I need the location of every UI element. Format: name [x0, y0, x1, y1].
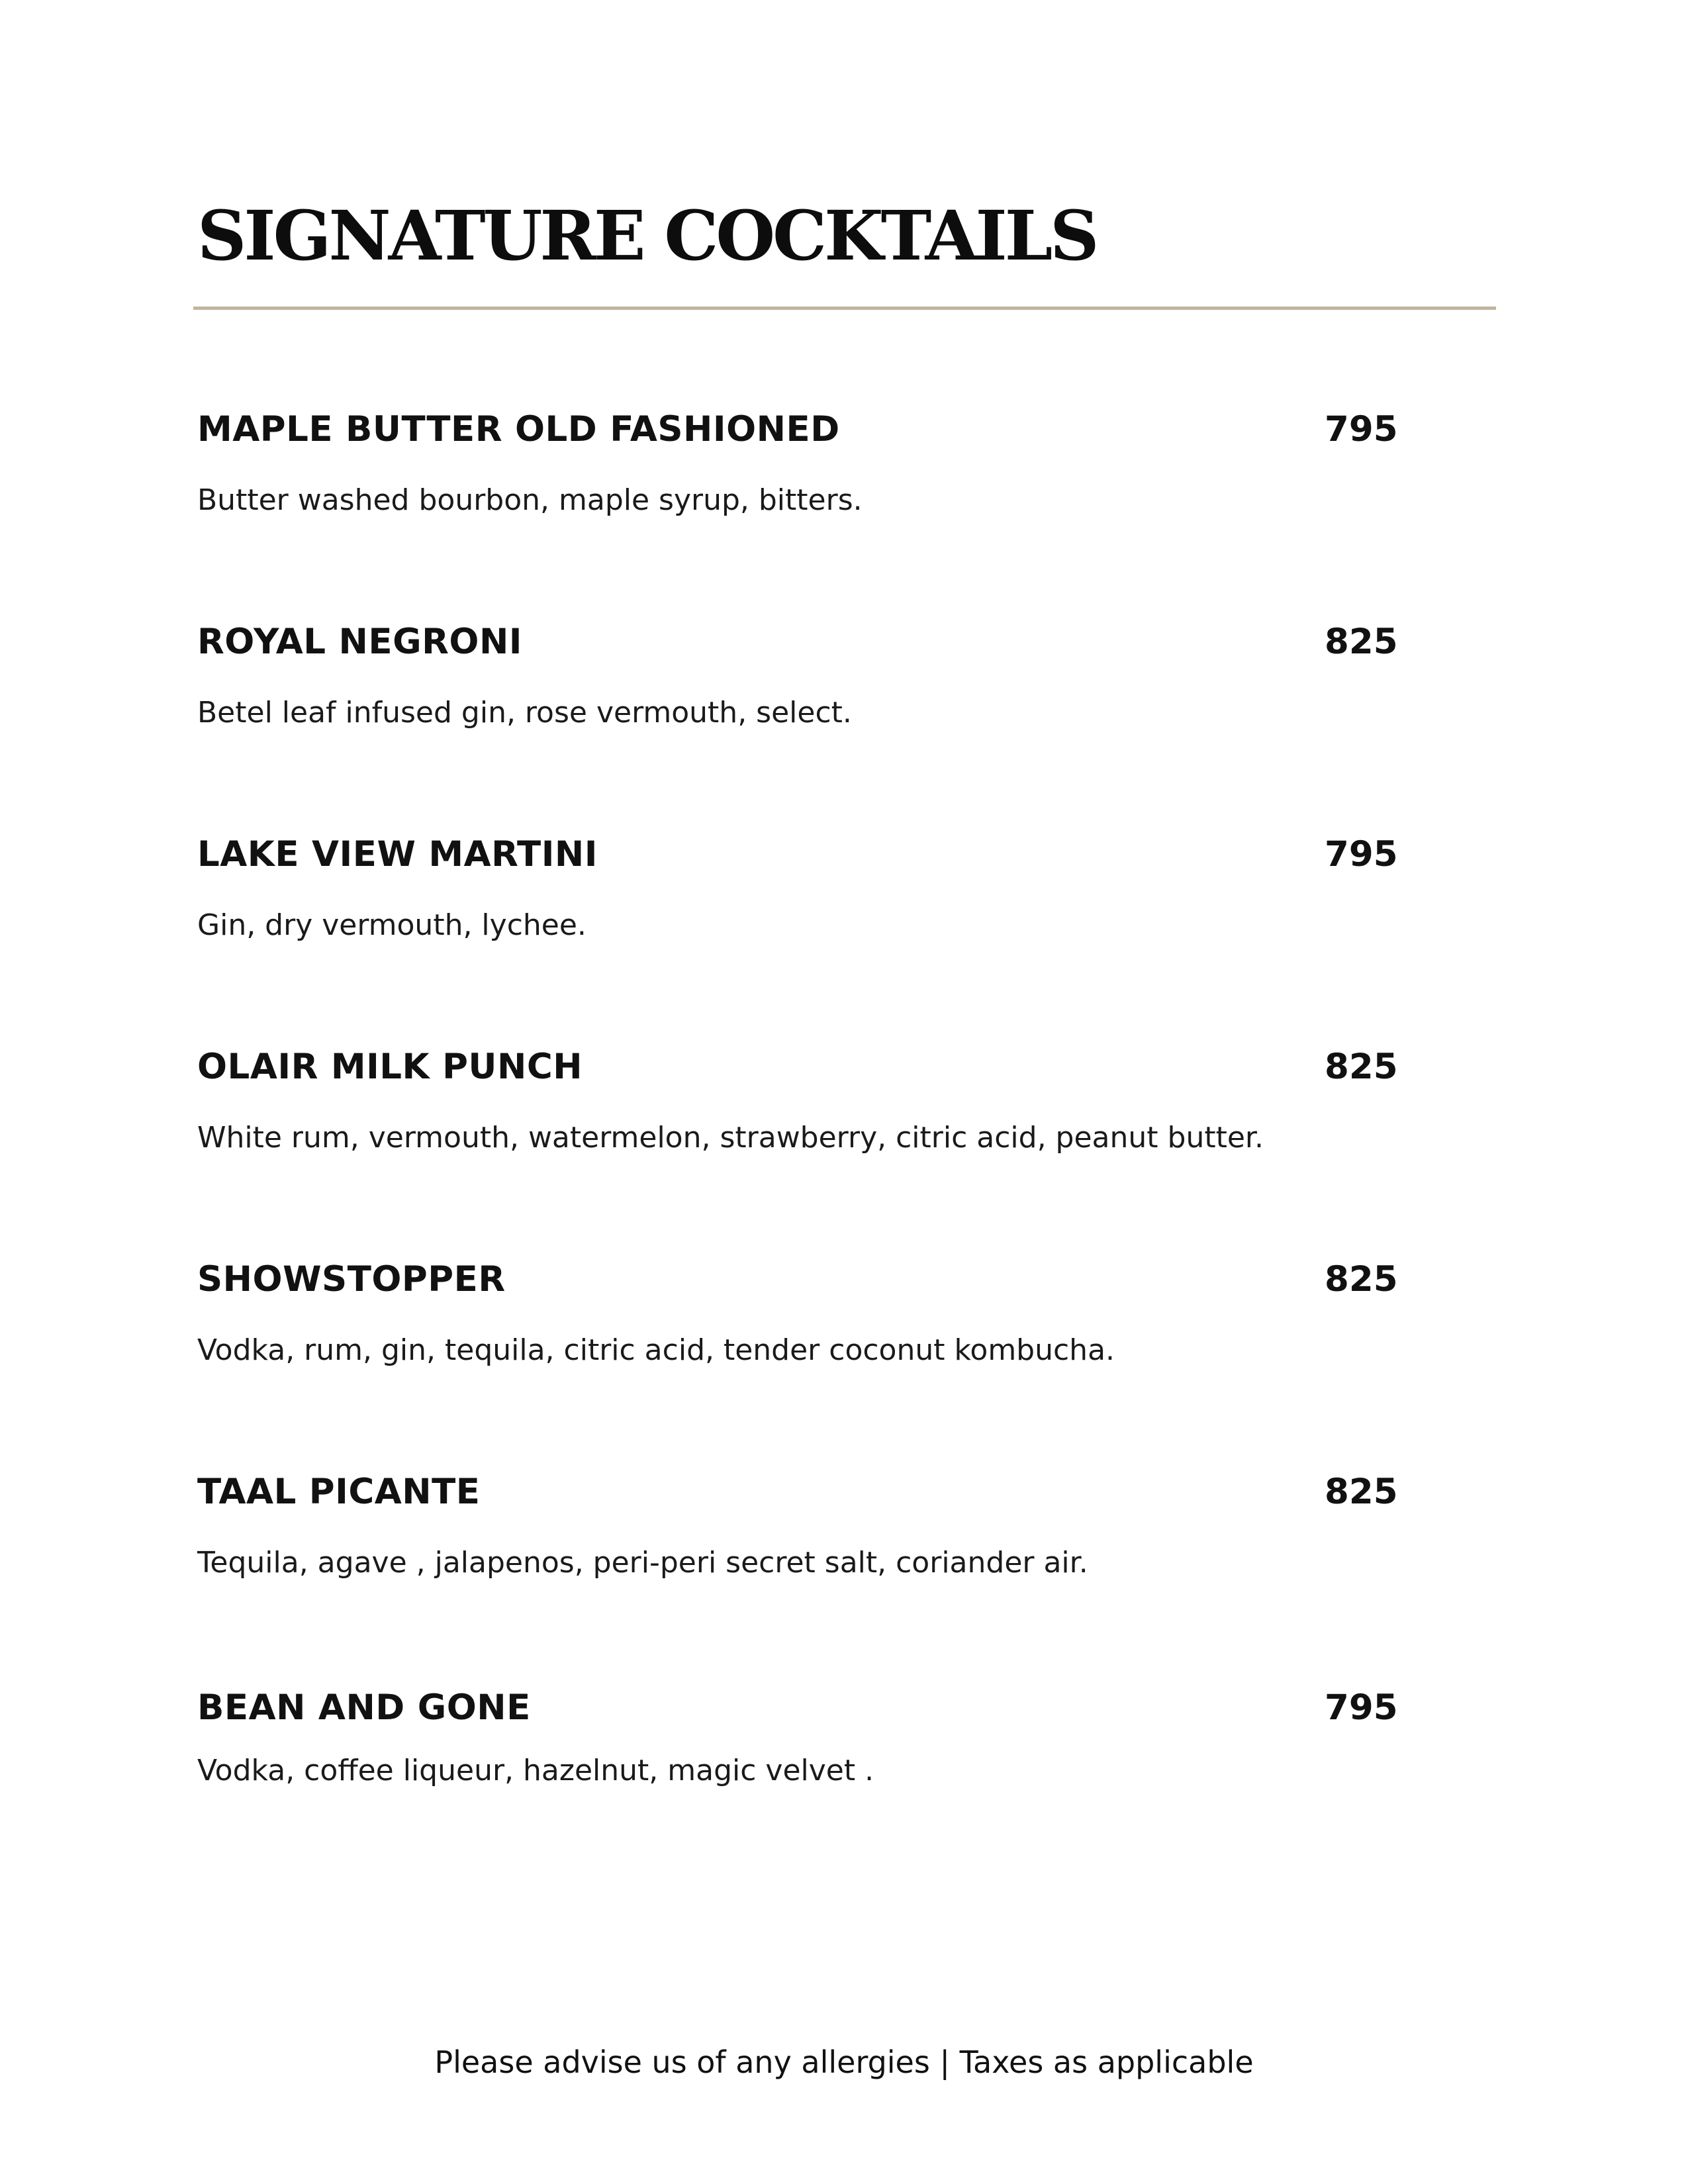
item-name: LAKE VIEW MARTINI	[197, 834, 598, 875]
menu-item	[197, 1687, 1402, 1842]
item-description: Vodka, coffee liqueur, hazelnut, magic velvet .	[197, 1754, 874, 1787]
item-price: 825	[1325, 1472, 1398, 1512]
item-name: SHOWSTOPPER	[197, 1259, 506, 1300]
item-price: 825	[1325, 622, 1398, 662]
item-description: White rum, vermouth, watermelon, strawberry, citric acid, peanut butter.	[197, 1121, 1264, 1155]
item-name: OLAIR MILK PUNCH	[197, 1047, 583, 1087]
footer-note: Please advise us of any allergies | Taxes as applicable	[434, 2044, 1254, 2080]
item-price: 795	[1325, 834, 1398, 875]
item-name: BEAN AND GONE	[197, 1687, 531, 1728]
item-price: 795	[1325, 1687, 1398, 1728]
item-price: 795	[1325, 409, 1398, 450]
menu-item	[197, 1259, 1402, 1414]
item-description: Gin, dry vermouth, lychee.	[197, 908, 586, 942]
item-description: Tequila, agave , jalapenos, peri-peri secret salt, coriander air.	[197, 1546, 1088, 1580]
item-price: 825	[1325, 1047, 1398, 1087]
menu-item	[197, 1049, 1402, 1202]
item-price: 825	[1325, 1259, 1398, 1300]
item-description: Vodka, rum, gin, tequila, citric acid, tender coconut kombucha.	[197, 1333, 1115, 1367]
item-description: Butter washed bourbon, maple syrup, bitters.	[197, 483, 863, 517]
title-divider	[193, 307, 1496, 310]
menu-item	[197, 834, 1402, 989]
item-name: ROYAL NEGRONI	[197, 622, 523, 662]
menu-title: SIGNATURE COCKTAILS	[197, 196, 1097, 276]
menu-item	[197, 624, 1402, 777]
menu-item	[197, 409, 1402, 564]
menu-item	[197, 1474, 1402, 1627]
item-name: MAPLE BUTTER OLD FASHIONED	[197, 409, 840, 450]
item-description: Betel leaf infused gin, rose vermouth, select.	[197, 696, 852, 730]
item-name: TAAL PICANTE	[197, 1472, 481, 1512]
